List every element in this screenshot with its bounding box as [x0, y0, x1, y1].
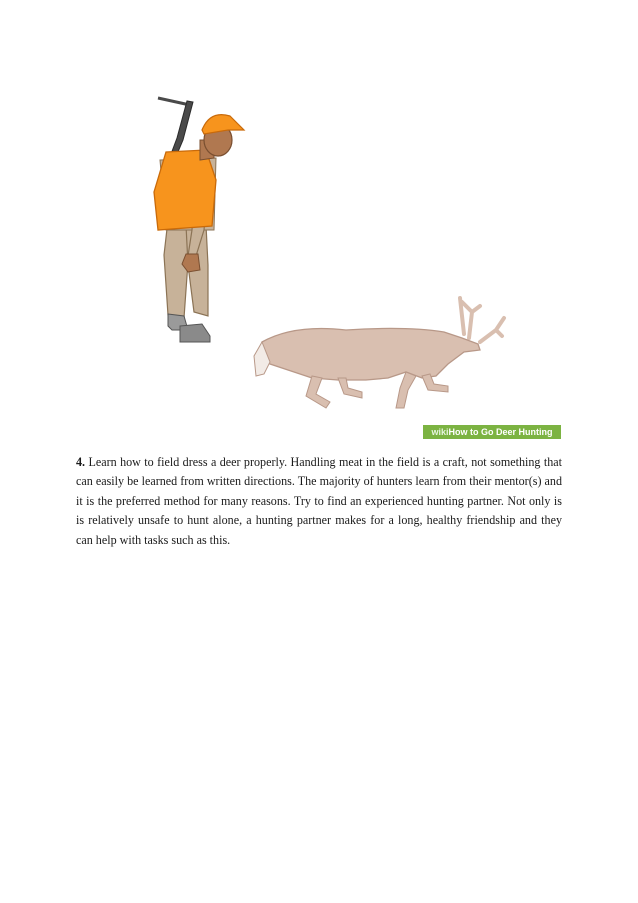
hunter-figure: [154, 115, 244, 342]
watermark-title: How to Go Deer Hunting: [448, 427, 553, 437]
watermark-brand: wiki: [431, 427, 449, 437]
step-text: Learn how to field dress a deer properly. Handling meat in the field is a craft, not something that can easily be learned from written directions. The majority of hunters learn from their mentor(s) and it is the preferred method for many reasons. Try to find an experienced hunting partner. Not only is is relatively unsafe to hunt alone, a hunting partner makes for a long, healthy friendship and they can help with tasks such as this.: [76, 455, 562, 547]
wikihow-watermark: [423, 425, 561, 439]
step-paragraph: [76, 453, 562, 550]
illustration-svg: [76, 80, 564, 442]
step-number: 4.: [76, 455, 86, 469]
hunter-and-deer-illustration: [76, 80, 564, 442]
deer-figure: [254, 298, 504, 408]
